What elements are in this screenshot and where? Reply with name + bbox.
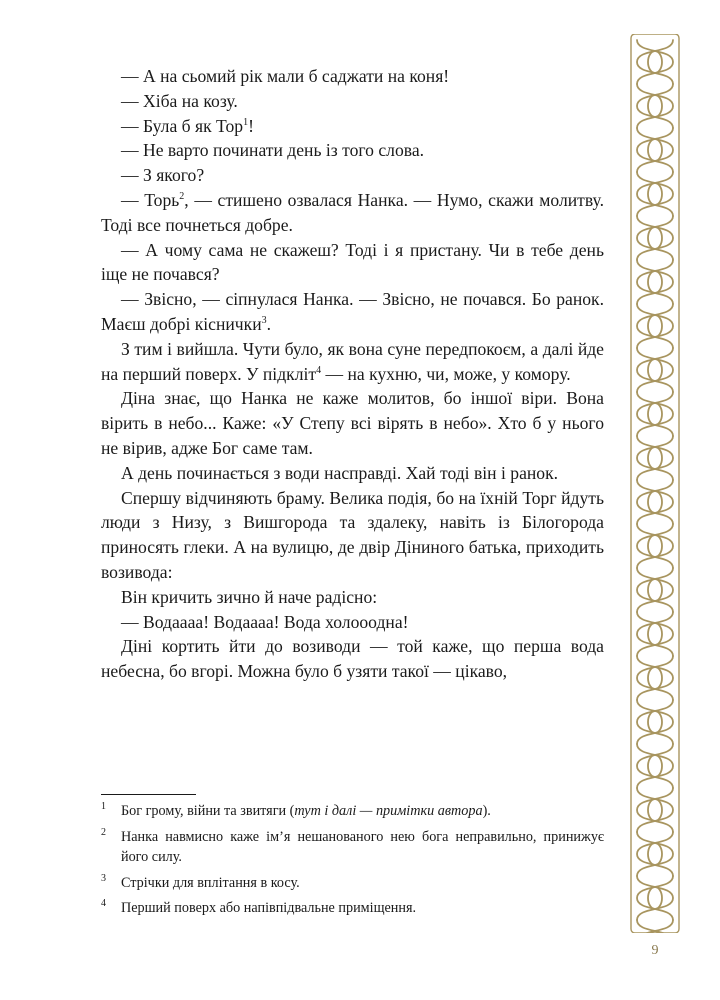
paragraph (101, 89, 604, 114)
text-run: ). (482, 803, 491, 819)
text-run: — А чому сама не скажеш? Тоді і я пристану. Чи в тебе день іще не почався? (101, 239, 604, 285)
footnote-reference: 1 (243, 116, 249, 128)
footnote (101, 801, 604, 822)
text-run: , — стишено озвалася Нанка. — Нумо, скажи молитву. Тоді все почнеться добре. (101, 189, 604, 235)
footnote (101, 898, 604, 919)
text-run: Бог грому, війни та звитяги ( (121, 803, 295, 819)
footnote-reference: 3 (261, 315, 267, 327)
footnote (101, 827, 604, 868)
text-run: Перший поверх або напівпідвальне приміщення. (121, 900, 417, 916)
text-run: ! (248, 115, 254, 136)
text-run: — Водаааа! Водаааа! Вода холооодна! (121, 611, 409, 632)
text-run: — Була б як Тор (121, 115, 244, 136)
footnote-number: 4 (101, 898, 106, 909)
text-run: Діні кортить йти до возиводи — той каже, що перша вода небесна, бо вгорі. Можна було б узяти такої — цікаво, (101, 636, 604, 682)
paragraph (101, 634, 604, 684)
text-run: — Не варто починати день із того слова. (121, 140, 425, 161)
paragraph (101, 287, 604, 337)
footnote-number: 2 (101, 826, 106, 838)
text-run: Нанка навмисно каже ім’я нешанованого нею бога неправильно, принижує його силу. (121, 828, 604, 865)
celtic-knot-border-ornament (628, 34, 682, 933)
text-run: . (266, 313, 272, 334)
paragraph (101, 610, 604, 635)
text-run: Стрічки для вплітання в косу. (121, 874, 300, 891)
footnote (101, 873, 604, 894)
paragraph (101, 386, 604, 460)
footnote-number: 1 (101, 801, 106, 812)
text-run: — З якого? (121, 165, 205, 186)
text-run: Спершу відчиняють браму. Велика подія, бо на їхній Торг йдуть люди з Низу, з Вишгорода та здалеку, навіть із Білогорода приносять глеки. А на вулицю, де двір Діниного батька, приходить возивода: (101, 487, 604, 582)
text-run: — Торь (121, 189, 180, 210)
text-run: — Звісно, — сіпнулася Нанка. — Звісно, не почався. Бо ранок. Маєш добрі кіснички (101, 289, 604, 334)
text-run: З тим і вийшла. Чути було, як вона суне передпокоєм, а далі йде на перший поверх. У підкліт (101, 338, 604, 384)
paragraph (101, 188, 604, 238)
paragraph (101, 337, 604, 387)
text-run: А день починається з води насправді. Хай тоді він і ранок. (121, 462, 559, 483)
footnote-separator (101, 794, 196, 795)
text-run: — Хіба на козу. (121, 90, 238, 111)
paragraph (101, 486, 604, 585)
text-run: Діна знає, що Нанка не каже молитов, бо іншої віри. Вона вірить в небо... Каже: «У Степу всі вірять в небо». Хто б у нього не вірив, адже Бог саме там. (101, 388, 604, 458)
footnote-number: 3 (101, 872, 106, 884)
italic-text: тут і далі — примітки автора (294, 803, 483, 819)
footnote-reference: 4 (316, 364, 322, 376)
footnote-reference: 2 (179, 191, 185, 203)
text-run: Він кричить зично й наче радісно: (121, 586, 378, 607)
text-run: — на кухню, чи, може, у комору. (321, 363, 571, 384)
paragraph (101, 163, 604, 188)
paragraph (101, 64, 604, 89)
paragraph (101, 461, 604, 486)
paragraph (101, 138, 604, 163)
page-number: 9 (651, 943, 659, 958)
main-text (101, 64, 604, 684)
paragraph (101, 585, 604, 610)
paragraph (101, 114, 604, 139)
text-run: — А на сьомий рік мали б саджати на коня! (121, 66, 450, 86)
paragraph (101, 238, 604, 288)
footnotes (101, 794, 604, 924)
